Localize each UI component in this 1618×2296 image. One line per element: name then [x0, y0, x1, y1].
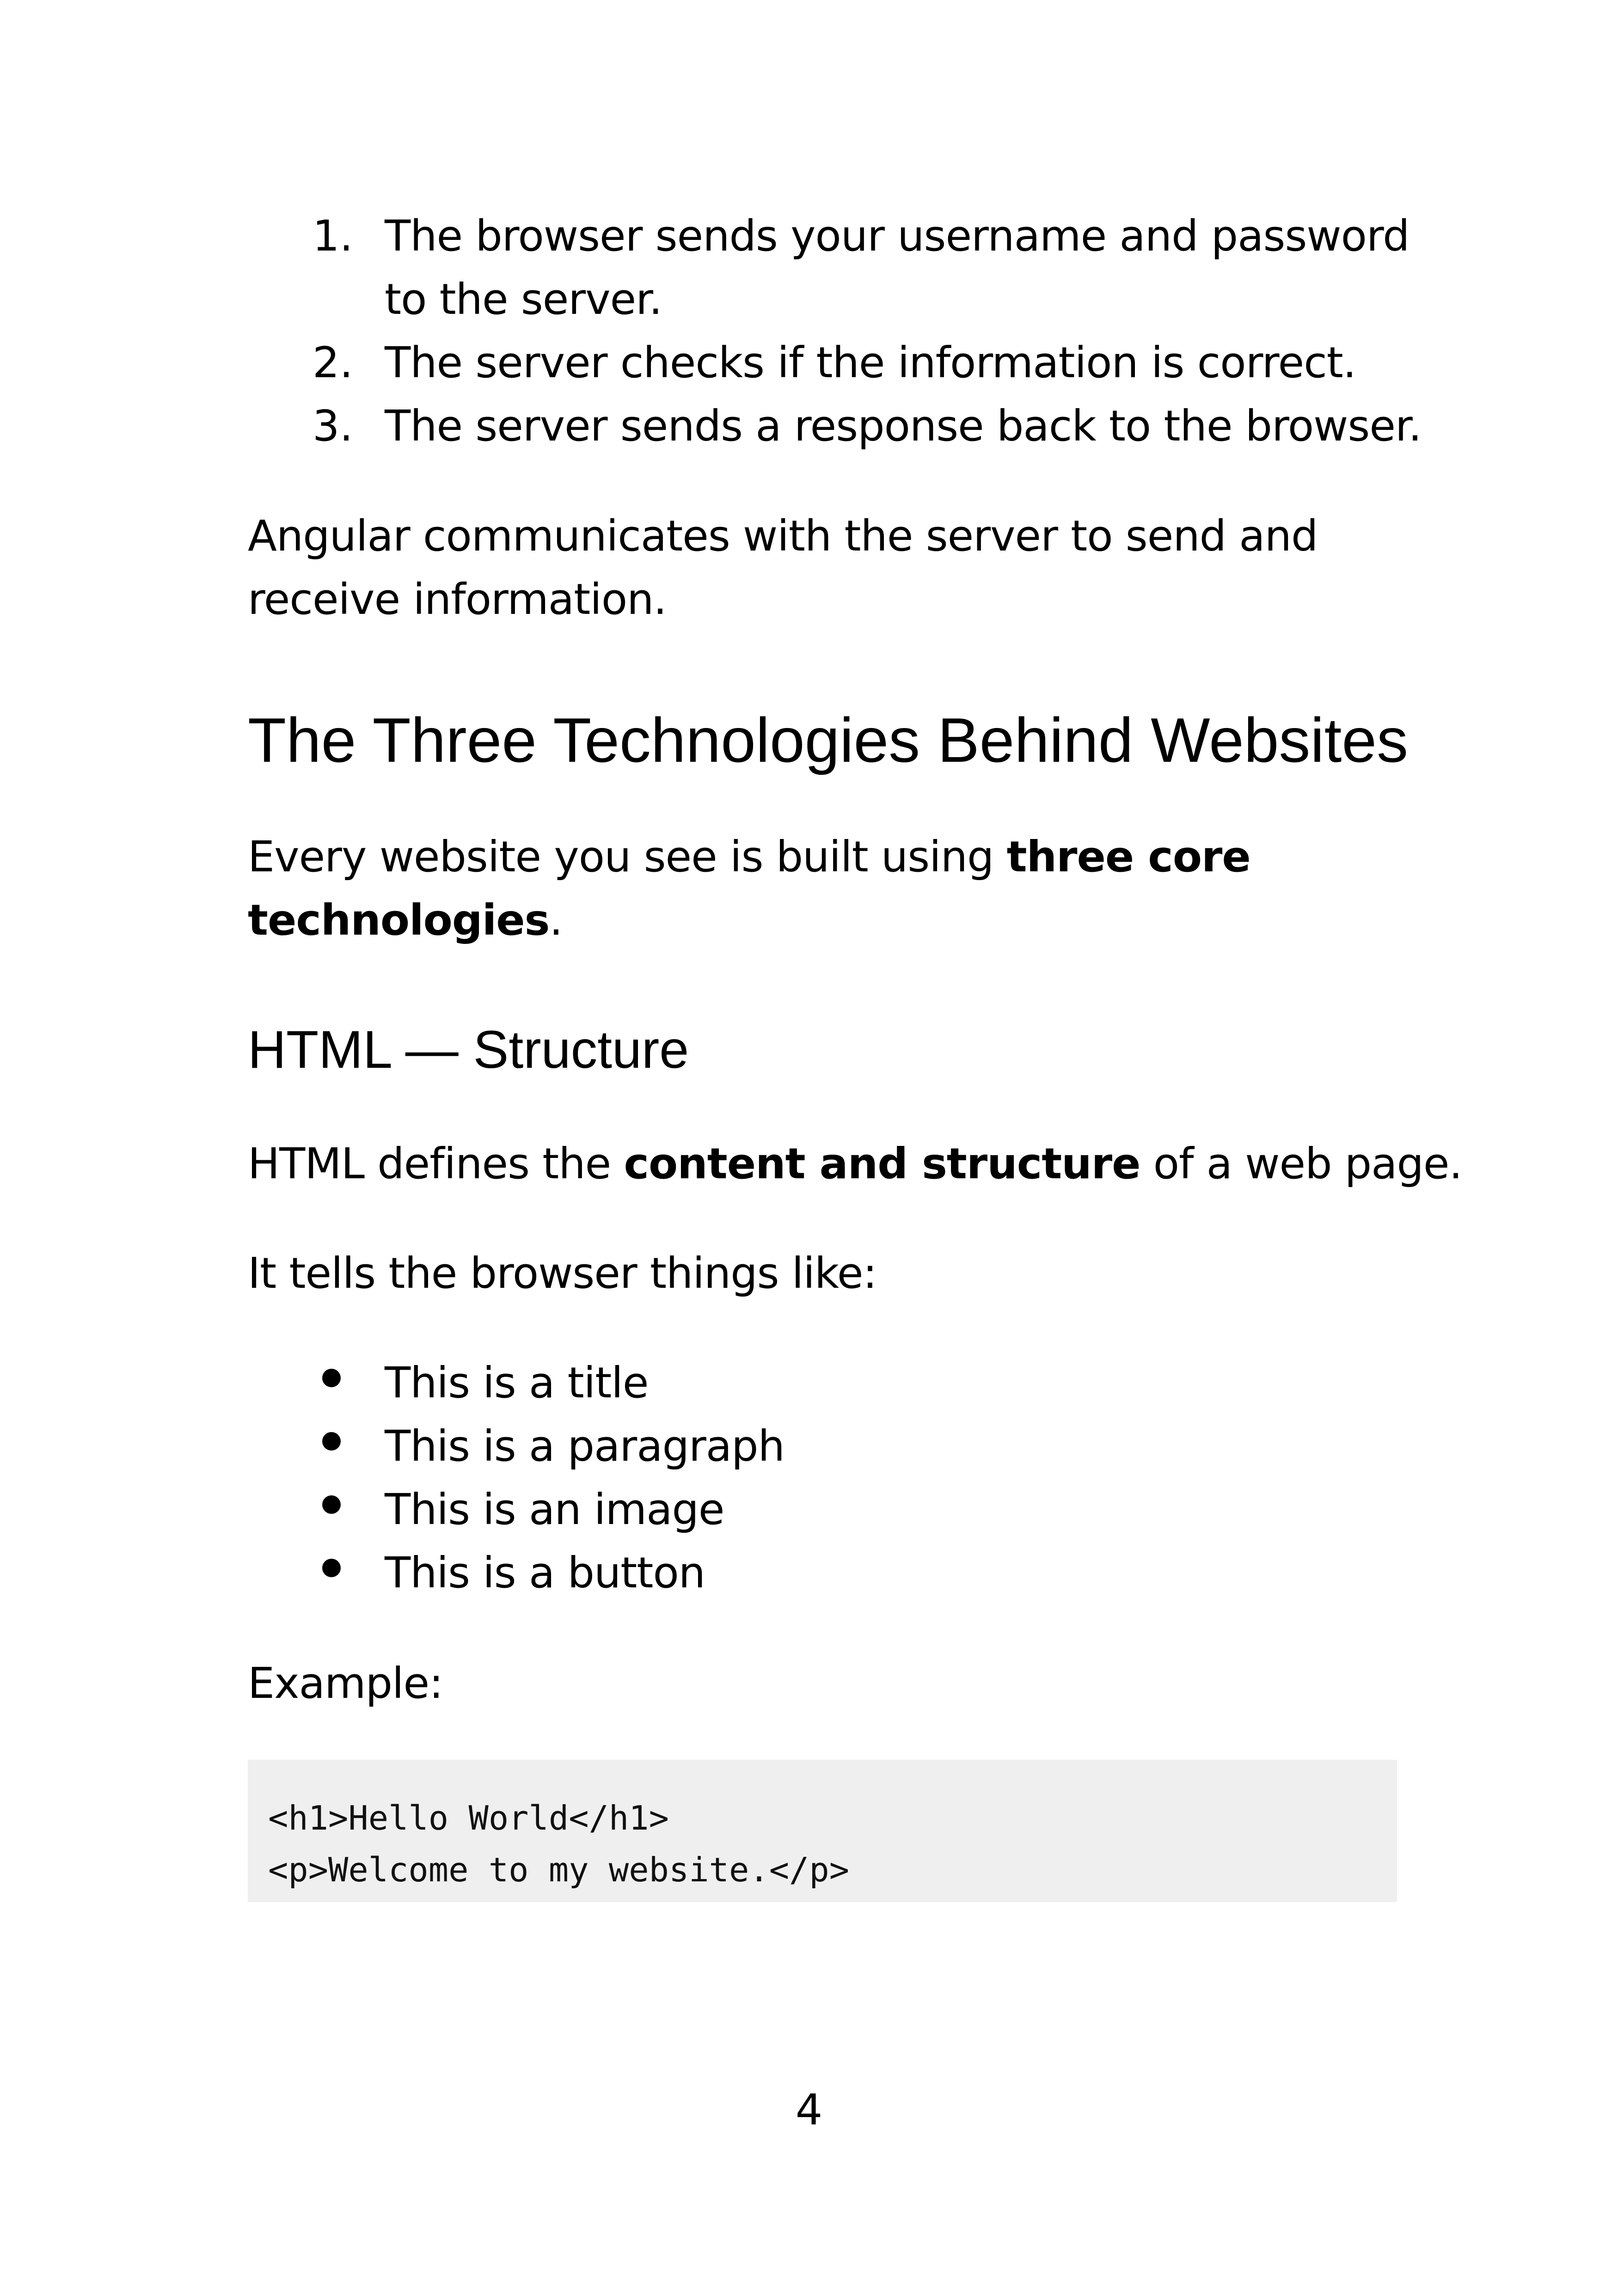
list-item-text-continued: to the server.: [385, 275, 662, 324]
paragraph-text: Every website you see is built using: [248, 832, 1007, 882]
page-number: 4: [795, 2085, 823, 2135]
paragraph-line: [248, 888, 563, 952]
example-label: Example:: [248, 1659, 443, 1708]
bold-text: content and structure: [624, 1139, 1140, 1188]
list-item-text: The server sends a response back to the browser.: [385, 401, 1422, 451]
paragraph-line: [248, 825, 1250, 888]
paragraph-line: It tells the browser things like:: [248, 1249, 877, 1298]
bold-text: three core: [1006, 832, 1250, 882]
paragraph-text: HTML defines the: [248, 1139, 624, 1188]
code-line: <p>Welcome to my website.</p>: [268, 1850, 850, 1889]
paragraph-line: receive information.: [248, 575, 667, 624]
paragraph-line: Angular communicates with the server to send and: [248, 511, 1318, 561]
list-item-text: This is a paragraph: [385, 1421, 784, 1471]
list-item-text: This is a button: [385, 1548, 705, 1598]
paragraph-line: [248, 1132, 1462, 1195]
section-heading: The Three Technologies Behind Websites: [248, 705, 1409, 775]
bullet-dot-icon: [322, 1432, 341, 1451]
bold-text: technologies: [248, 895, 550, 945]
bullet-dot-icon: [322, 1369, 341, 1387]
list-item-text: This is an image: [385, 1485, 724, 1534]
list-item-text: The server checks if the information is correct.: [385, 338, 1356, 387]
bullet-dot-icon: [322, 1559, 341, 1577]
code-line: <h1>Hello World</h1>: [268, 1799, 669, 1837]
paragraph-text: of a web page.: [1140, 1139, 1462, 1188]
code-block: [248, 1760, 1397, 1902]
list-number: 3.: [313, 401, 353, 451]
list-item-text: The browser sends your username and password: [385, 211, 1410, 261]
bullet-dot-icon: [322, 1495, 341, 1514]
subsection-heading: HTML — Structure: [248, 1020, 689, 1079]
list-number: 1.: [313, 211, 353, 261]
list-number: 2.: [313, 338, 353, 387]
list-item-text: This is a title: [385, 1358, 649, 1408]
paragraph-text: .: [549, 895, 563, 945]
